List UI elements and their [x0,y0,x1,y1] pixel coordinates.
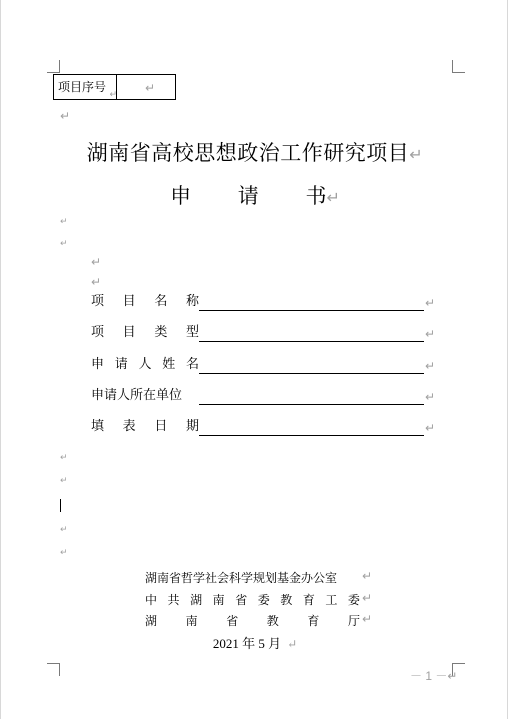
paragraph-mark: ↵ [425,390,436,404]
field-applicant-unit [91,385,436,405]
paragraph-mark: ↵ [362,569,373,583]
paragraph-mark: ↵ [425,359,436,373]
paragraph-mark: ↵ [326,188,340,207]
issuer-education-department: 湖 南 省 教 育 厅 [145,614,360,628]
paragraph-mark: ↵ [425,421,436,435]
paragraph-mark: ↵ [91,275,102,289]
paragraph-mark: ↵ [109,90,117,100]
paragraph-mark: ↵ [362,612,373,626]
applicant-name-input-line[interactable] [199,372,424,374]
paragraph-mark: ↵ [447,669,458,683]
document-subtitle: 申 请 书↵ [170,184,340,208]
serial-number-value-cell[interactable] [117,75,175,99]
paragraph-mark: ↵ [60,548,68,558]
paragraph-mark: ↵ [425,327,436,341]
paragraph-mark: ↵ [60,476,68,486]
crop-mark-top-left [47,60,60,73]
text-cursor [60,499,61,512]
paragraph-mark: ↵ [60,525,68,535]
issue-date: 2021 年 5 月 ↵ [212,636,298,651]
field-label: 申 请 人 姓 名 [91,357,199,372]
paragraph-mark: ↵ [287,637,298,651]
field-applicant-name [91,354,436,374]
field-label: 申请人所在单位 [91,388,183,403]
issuer-education-committee: 中 共 湖 南 省 委 教 育 工 委 [145,593,360,607]
fill-date-input-line[interactable] [199,434,424,436]
document-title: 湖南省高校思想政治工作研究项目↵ [86,141,424,165]
serial-number-table [53,74,176,100]
paragraph-mark: ↵ [362,591,373,605]
field-project-type [91,322,436,342]
paragraph-mark: ↵ [425,296,436,310]
field-project-name [91,291,436,311]
field-label: 填 表 日 期 [91,419,199,434]
paragraph-mark: ↵ [60,109,71,123]
crop-mark-bottom-left [47,663,60,676]
crop-mark-top-right [452,60,465,73]
paragraph-mark: ↵ [60,453,68,463]
paragraph-mark: ↵ [409,145,424,164]
paragraph-mark: ↵ [60,217,68,227]
paragraph-mark: ↵ [60,239,68,249]
applicant-unit-input-line[interactable] [199,403,424,405]
page-number: － 1 －↵ [410,669,458,683]
paragraph-mark: ↵ [91,255,102,269]
serial-number-label-cell [54,75,117,99]
issuer-philosophy-office: 湖南省哲学社会科学规划基金办公室 [145,571,338,585]
project-name-input-line[interactable] [199,309,424,311]
field-label: 项 目 名 称 [91,294,199,309]
field-label: 项 目 类 型 [91,325,199,340]
project-type-input-line[interactable] [199,340,424,342]
field-fill-date [91,416,436,436]
paragraph-mark: ↵ [145,81,156,95]
serial-number-label: 项目序号 [58,80,107,94]
